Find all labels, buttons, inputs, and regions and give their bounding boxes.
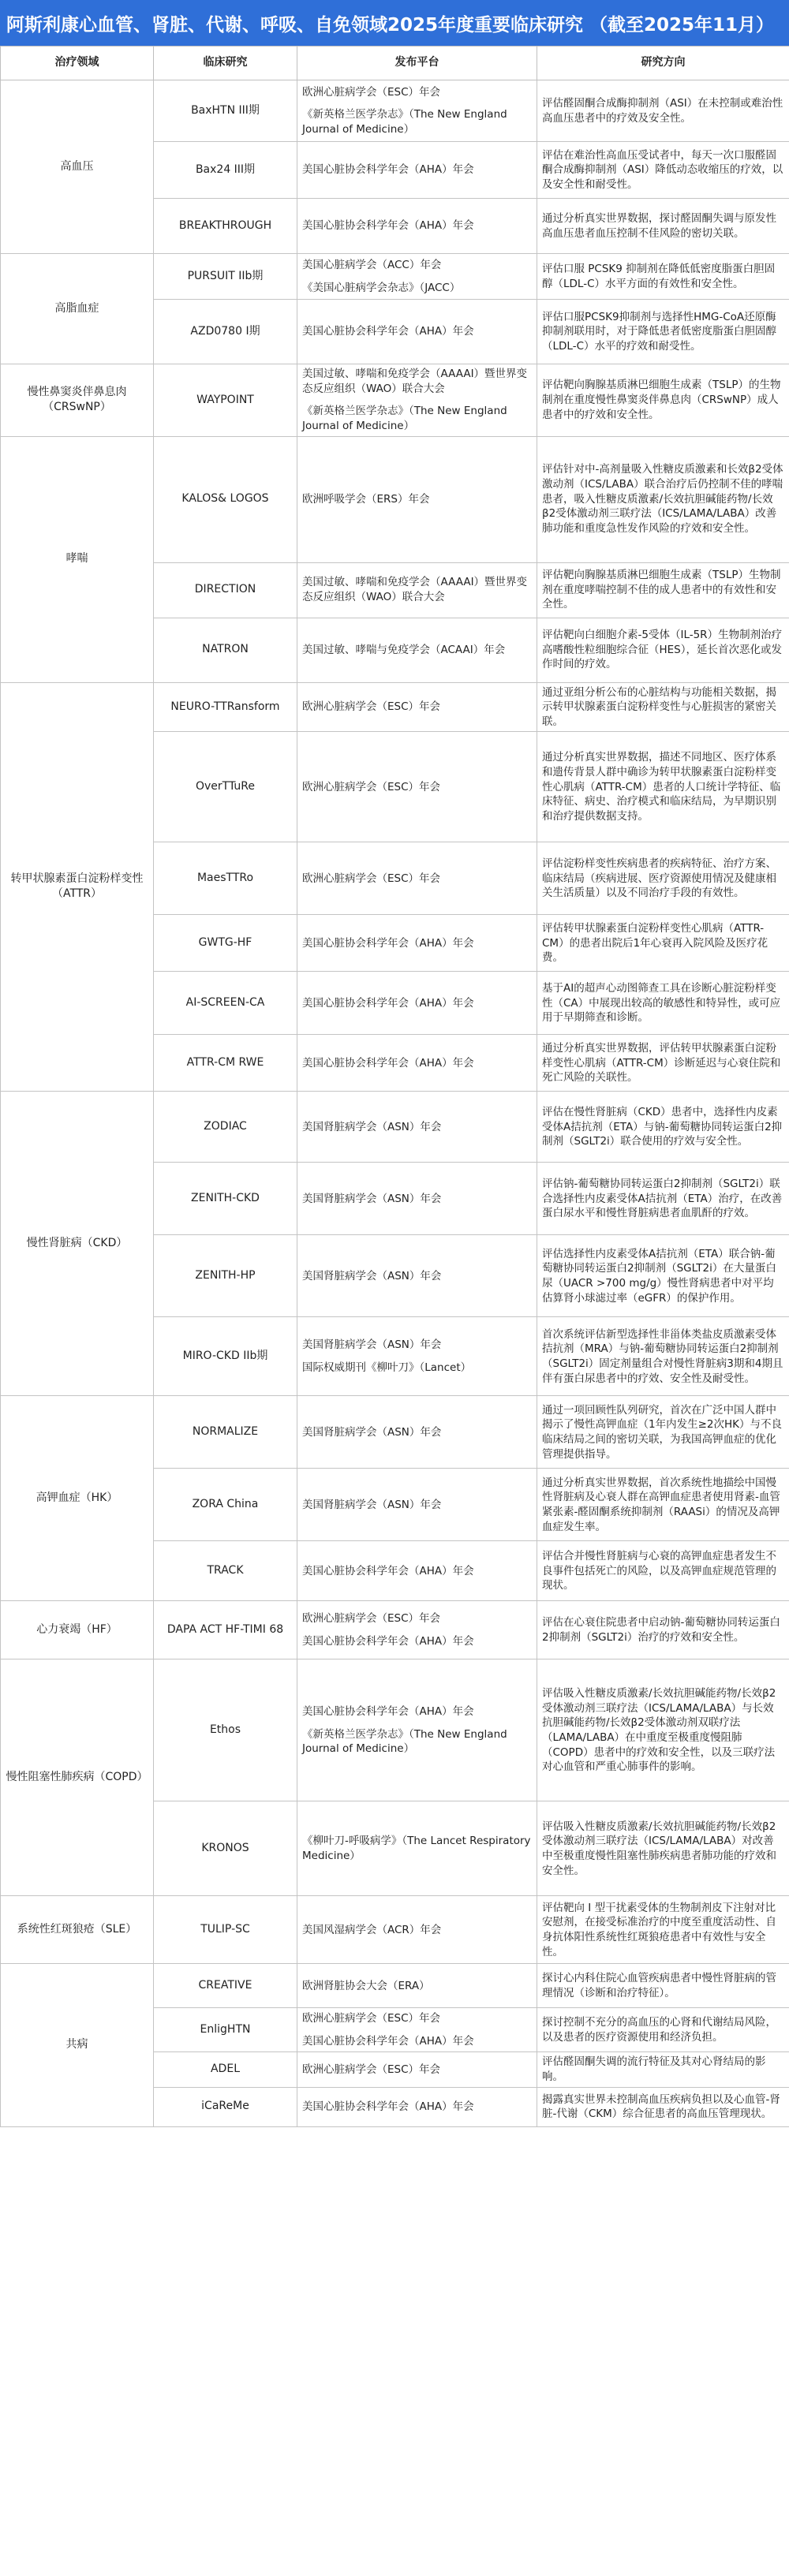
therapy-area-cell: 哮喘 — [1, 436, 154, 682]
platform-name: 美国心脏协会科学年会（AHA）年会 — [302, 996, 474, 1010]
platform-name: 美国心脏协会科学年会（AHA）年会 — [302, 219, 474, 233]
platform-gap — [302, 1719, 532, 1727]
platform-gap — [302, 1353, 532, 1361]
research-direction-cell: 评估针对中-高剂量吸入性糖皮质激素和长效β2受体激动剂（ICS/LABA）联合治疗后仍控制不佳的哮喘患者，吸入性糖皮质激素/长效抗胆碱能药物/长效β2受体激动剂三联疗法（ICS/LAMA/LABA）改善肺功能和重度急性发作风险的疗效和安全性。 — [537, 436, 789, 562]
study-name-cell: WAYPOINT — [154, 364, 297, 437]
platform-name: 美国心脏协会科学年会（AHA）年会 — [302, 1564, 474, 1577]
study-name-cell: TRACK — [154, 1541, 297, 1601]
platform-cell — [297, 2052, 537, 2087]
research-direction-cell: 评估吸入性糖皮质激素/长效抗胆碱能药物/长效β2受体激动剂三联疗法（ICS/LAMA/LABA）与长效抗胆碱能药物/长效β2受体激动剂双联疗法（LAMA/LABA）在中重度至极重度慢阻肺（COPD）患者中的疗效和安全性，以及三联疗法对心血管和严重心肺事件的影响。 — [537, 1659, 789, 1801]
research-direction-cell: 基于AI的超声心动图筛查工具在诊断心脏淀粉样变性（CA）中展现出较高的敏感性和特异性，或可应用于早期筛查和诊断。 — [537, 972, 789, 1035]
platform-cell — [297, 1541, 537, 1601]
header-area: 治疗领域 — [1, 47, 154, 80]
study-name-cell: AI-SCREEN-CA — [154, 972, 297, 1035]
platform-cell — [297, 618, 537, 682]
platform-cell — [297, 682, 537, 732]
study-name-cell: BaxHTN III期 — [154, 80, 297, 142]
research-direction-cell: 探讨心内科住院心血管疾病患者中慢性肾脏病的管理情况（诊断和治疗特征）。 — [537, 1964, 789, 2008]
platform-name: 美国肾脏病学会（ASN）年会 — [302, 1269, 442, 1282]
study-name-cell: NORMALIZE — [154, 1396, 297, 1469]
table-row — [1, 364, 789, 437]
study-name-cell: ZODIAC — [154, 1092, 297, 1163]
study-name-cell: OverTTuRe — [154, 732, 297, 842]
study-name-cell: GWTG-HF — [154, 915, 297, 972]
study-name-cell: ZORA China — [154, 1469, 297, 1541]
research-direction-cell: 揭露真实世界未控制高血压疾病负担以及心血管-肾脏-代谢（CKM）综合征患者的高血压管理现状。 — [537, 2087, 789, 2126]
platform-cell — [297, 1092, 537, 1163]
research-direction-cell: 探讨控制不充分的高血压的心肾和代谢结局风险，以及患者的医疗资源使用和经济负担。 — [537, 2008, 789, 2052]
platform-name: 《新英格兰医学杂志》（The New England Journal of Medicine） — [302, 1727, 507, 1756]
platform-name: 美国肾脏病学会（ASN）年会 — [302, 1338, 442, 1352]
study-name-cell: ATTR-CM RWE — [154, 1035, 297, 1092]
study-name-cell: iCaReMe — [154, 2087, 297, 2126]
platform-cell — [297, 1964, 537, 2008]
therapy-area-cell: 系统性红斑狼疮（SLE） — [1, 1896, 154, 1964]
platform-cell — [297, 1659, 537, 1801]
platform-name: 美国过敏、哮喘和免疫学会（AAAAI）暨世界变态反应组织（WAO）联合大会 — [302, 368, 528, 395]
research-direction-cell: 评估吸入性糖皮质激素/长效抗胆碱能药物/长效β2受体激动剂三联疗法（ICS/LAMA/LABA）对改善中至极重度慢性阻塞性肺疾病患者肺功能的疗效和安全性。 — [537, 1801, 789, 1896]
platform-cell — [297, 1801, 537, 1896]
table-row — [1, 1659, 789, 1801]
table-row — [1, 254, 789, 300]
platform-cell — [297, 1163, 537, 1235]
platform-name: 美国肾脏病学会（ASN）年会 — [302, 1192, 442, 1205]
platform-cell — [297, 199, 537, 254]
platform-name: 美国肾脏病学会（ASN）年会 — [302, 1425, 442, 1439]
platform-name: 美国心脏协会科学年会（AHA）年会 — [302, 1634, 474, 1648]
platform-name: 美国心脏协会科学年会（AHA）年会 — [302, 936, 474, 950]
platform-cell — [297, 300, 537, 364]
platform-cell — [297, 842, 537, 915]
header-study: 临床研究 — [154, 47, 297, 80]
platform-name: 美国心脏病学会（ACC）年会 — [302, 258, 442, 271]
table-row — [1, 1092, 789, 1163]
platform-cell — [297, 364, 537, 437]
platform-name: 欧洲肾脏协会大会（ERA） — [302, 1979, 430, 1992]
study-name-cell: AZD0780 I期 — [154, 300, 297, 364]
study-name-cell: TULIP-SC — [154, 1896, 297, 1964]
study-name-cell: MaesTTRo — [154, 842, 297, 915]
platform-name: 美国风湿病学会（ACR）年会 — [302, 1923, 442, 1936]
platform-cell — [297, 2087, 537, 2126]
research-direction-cell: 评估口服PCSK9抑制剂与选择性HMG-CoA还原酶抑制剂联用时，对于降低患者低密度脂蛋白胆固醇（LDL-C）水平的疗效和耐受性。 — [537, 300, 789, 364]
platform-name: 《新英格兰医学杂志》（The New England Journal of Medicine） — [302, 405, 507, 432]
research-direction-cell: 评估淀粉样变性疾病患者的疾病特征、治疗方案、临床结局（疾病进展、医疗资源使用情况及健康相关生活质量）以及不同治疗手段的有效性。 — [537, 842, 789, 915]
therapy-area-cell: 高钾血症（HK） — [1, 1396, 154, 1601]
platform-cell — [297, 80, 537, 142]
platform-cell — [297, 1396, 537, 1469]
therapy-area-cell: 共病 — [1, 1964, 154, 2126]
therapy-area-cell: 慢性肾脏病（CKD） — [1, 1092, 154, 1396]
study-name-cell: MIRO-CKD IIb期 — [154, 1317, 297, 1396]
research-direction-cell: 评估靶向白细胞介素-5受体（IL-5R）生物制剂治疗高嗜酸性粒细胞综合征（HES），延长首次恶化或发作时间的疗效。 — [537, 618, 789, 682]
study-name-cell: KRONOS — [154, 1801, 297, 1896]
platform-cell — [297, 1601, 537, 1659]
therapy-area-cell: 慢性阻塞性肺疾病（COPD） — [1, 1659, 154, 1896]
research-direction-cell: 评估醛固酮失调的流行特征及其对心肾结局的影响。 — [537, 2052, 789, 2087]
research-direction-cell: 评估靶向 I 型干扰素受体的生物制剂皮下注射对比安慰剂，在接受标准治疗的中度至重度活动性、自身抗体阳性系统性红斑狼疮患者中有效性与安全性。 — [537, 1896, 789, 1964]
platform-name: 《柳叶刀-呼吸病学》（The Lancet Respiratory Medicine） — [302, 1835, 531, 1862]
table-row — [1, 1396, 789, 1469]
platform-cell — [297, 915, 537, 972]
platform-name: 欧洲心脏病学会（ESC）年会 — [302, 1612, 441, 1626]
therapy-area-cell: 转甲状腺素蛋白淀粉样变性（ATTR） — [1, 682, 154, 1092]
therapy-area-cell: 慢性鼻窦炎伴鼻息肉（CRSwNP） — [1, 364, 154, 437]
platform-name: 国际权威期刊《柳叶刀》（Lancet） — [302, 1361, 472, 1374]
research-direction-cell: 通过分析真实世界数据，描述不同地区、医疗体系和遗传背景人群中确诊为转甲状腺素蛋白淀粉样变性心肌病（ATTR-CM）患者的人口统计学特征、临床特征、病史、治疗模式和临床结局，为早期识别和治疗提供数据支持。 — [537, 732, 789, 842]
research-direction-cell: 评估在慢性肾脏病（CKD）患者中，选择性内皮素受体A拮抗剂（ETA）与钠-葡萄糖协同转运蛋白2抑制剂（SGLT2i）联合使用的疗效与安全性。 — [537, 1092, 789, 1163]
therapy-area-cell: 心力衰竭（HF） — [1, 1601, 154, 1659]
study-name-cell: Ethos — [154, 1659, 297, 1801]
platform-gap — [302, 396, 532, 404]
clinical-studies-table — [0, 46, 789, 2127]
platform-name: 美国心脏协会科学年会（AHA）年会 — [302, 2100, 474, 2113]
research-direction-cell: 首次系统评估新型选择性非甾体类盐皮质激素受体拮抗剂（MRA）与钠-葡萄糖协同转运蛋白2抑制剂（SGLT2i）固定剂量组合对慢性肾脏病3期和4期且伴有蛋白尿患者中的疗效、安全性及耐受性。 — [537, 1317, 789, 1396]
table-body — [1, 80, 789, 2127]
platform-cell — [297, 732, 537, 842]
platform-gap — [302, 1626, 532, 1634]
platform-name: 美国心脏协会科学年会（AHA）年会 — [302, 325, 474, 338]
platform-cell — [297, 1896, 537, 1964]
platform-name: 欧洲呼吸学会（ERS）年会 — [302, 492, 430, 506]
platform-name: 《新英格兰医学杂志》（The New England Journal of Medicine） — [302, 108, 507, 136]
study-name-cell: NATRON — [154, 618, 297, 682]
study-name-cell: ZENITH-HP — [154, 1235, 297, 1317]
platform-name: 美国过敏、哮喘和免疫学会（AAAAI）暨世界变态反应组织（WAO）联合大会 — [302, 576, 528, 603]
platform-name: 美国过敏、哮喘与免疫学会（ACAAI）年会 — [302, 643, 506, 656]
study-name-cell: NEURO-TTRansform — [154, 682, 297, 732]
platform-gap — [302, 273, 532, 281]
platform-cell — [297, 2008, 537, 2052]
research-direction-cell: 评估在难治性高血压受试者中，每天一次口服醛固酮合成酶抑制剂（ASI）降低动态收缩压的疗效，以及安全性和耐受性。 — [537, 142, 789, 199]
table-row — [1, 436, 789, 562]
platform-name: 欧洲心脏病学会（ESC）年会 — [302, 872, 441, 885]
table-row — [1, 682, 789, 732]
research-direction-cell: 通过分析真实世界数据，评估转甲状腺素蛋白淀粉样变性心肌病（ATTR-CM）诊断延迟与心衰住院和死亡风险的关联性。 — [537, 1035, 789, 1092]
research-direction-cell: 评估钠-葡萄糖协同转运蛋白2抑制剂（SGLT2i）联合选择性内皮素受体A拮抗剂（ETA）治疗，在改善蛋白尿水平和慢性肾脏病患者血肌酐的疗效。 — [537, 1163, 789, 1235]
platform-name: 美国肾脏病学会（ASN）年会 — [302, 1498, 442, 1511]
platform-name: 美国心脏协会科学年会（AHA）年会 — [302, 163, 474, 177]
research-direction-cell: 评估靶向胸腺基质淋巴细胞生成素（TSLP）生物制剂在重度哮喘控制不佳的成人患者中的有效性和安全性。 — [537, 562, 789, 618]
therapy-area-cell: 高血压 — [1, 80, 154, 254]
platform-cell — [297, 254, 537, 300]
platform-name: 美国心脏协会科学年会（AHA）年会 — [302, 2034, 474, 2048]
platform-name: 欧洲心脏病学会（ESC）年会 — [302, 2063, 441, 2076]
therapy-area-cell: 高脂血症 — [1, 254, 154, 364]
platform-name: 美国肾脏病学会（ASN）年会 — [302, 1120, 442, 1133]
platform-name: 《美国心脏病学会杂志》（JACC） — [302, 281, 461, 294]
platform-cell — [297, 1035, 537, 1092]
table-row — [1, 1601, 789, 1659]
platform-cell — [297, 972, 537, 1035]
research-direction-cell: 评估在心衰住院患者中启动钠-葡萄糖协同转运蛋白2抑制剂（SGLT2i）治疗的疗效和安全性。 — [537, 1601, 789, 1659]
research-direction-cell: 评估醛固酮合成酶抑制剂（ASI）在未控制或难治性高血压患者中的疗效及安全性。 — [537, 80, 789, 142]
platform-name: 欧洲心脏病学会（ESC）年会 — [302, 85, 441, 99]
table-row — [1, 1896, 789, 1964]
platform-cell — [297, 1235, 537, 1317]
header-row — [1, 47, 789, 80]
study-name-cell: EnligHTN — [154, 2008, 297, 2052]
research-direction-cell: 评估合并慢性肾脏病与心衰的高钾血症患者发生不良事件包括死亡的风险，以及高钾血症规范管理的现状。 — [537, 1541, 789, 1601]
research-direction-cell: 通过亚组分析公布的心脏结构与功能相关数据，揭示转甲状腺素蛋白淀粉样变性与心脏损害的紧密关联。 — [537, 682, 789, 732]
research-direction-cell: 通过分析真实世界数据，探讨醛固酮失调与原发性高血压患者血压控制不佳风险的密切关联。 — [537, 199, 789, 254]
study-name-cell: ADEL — [154, 2052, 297, 2087]
study-name-cell: ZENITH-CKD — [154, 1163, 297, 1235]
research-direction-cell: 通过分析真实世界数据，首次系统性地描绘中国慢性肾脏病及心衰人群在高钾血症患者使用肾素-血管紧张素-醛固酮系统抑制剂（RAASi）的情况及高钾血症发生率。 — [537, 1469, 789, 1541]
research-direction-cell: 评估口服 PCSK9 抑制剂在降低低密度脂蛋白胆固醇（LDL-C）水平方面的有效性和安全性。 — [537, 254, 789, 300]
research-direction-cell: 评估选择性内皮素受体A拮抗剂（ETA）联合钠-葡萄糖协同转运蛋白2抑制剂（SGLT2i）在大量蛋白尿（UACR >700 mg/g）慢性肾病患者中对平均估算肾小球滤过率（eGFR）的保护作用。 — [537, 1235, 789, 1317]
platform-name: 美国心脏协会科学年会（AHA）年会 — [302, 1704, 474, 1718]
research-direction-cell: 评估转甲状腺素蛋白淀粉样变性心肌病（ATTR-CM）的患者出院后1年心衰再入院风险及医疗花费。 — [537, 915, 789, 972]
platform-cell — [297, 1469, 537, 1541]
header-platform: 发布平台 — [297, 47, 537, 80]
platform-gap — [302, 99, 532, 107]
table-row — [1, 1964, 789, 2008]
study-name-cell: BREAKTHROUGH — [154, 199, 297, 254]
page-title: 阿斯利康心血管、肾脏、代谢、呼吸、自免领域2025年度重要临床研究 （截至2025年11月） — [0, 0, 789, 46]
study-name-cell: PURSUIT IIb期 — [154, 254, 297, 300]
study-name-cell: CREATIVE — [154, 1964, 297, 2008]
platform-name: 欧洲心脏病学会（ESC）年会 — [302, 780, 441, 793]
platform-cell — [297, 1317, 537, 1396]
research-direction-cell: 通过一项回顾性队列研究，首次在广泛中国人群中揭示了慢性高钾血症（1年内发生≥2次HK）与不良临床结局之间的密切关联，为我国高钾血症的优化管理提供指导。 — [537, 1396, 789, 1469]
header-direction: 研究方向 — [537, 47, 789, 80]
platform-name: 欧洲心脏病学会（ESC）年会 — [302, 2012, 441, 2025]
study-name-cell: KALOS& LOGOS — [154, 436, 297, 562]
platform-cell — [297, 436, 537, 562]
platform-cell — [297, 142, 537, 199]
study-name-cell: DAPA ACT HF-TIMI 68 — [154, 1601, 297, 1659]
platform-cell — [297, 562, 537, 618]
study-name-cell: Bax24 III期 — [154, 142, 297, 199]
table-row — [1, 80, 789, 142]
platform-name: 欧洲心脏病学会（ESC）年会 — [302, 700, 441, 714]
study-name-cell: DIRECTION — [154, 562, 297, 618]
research-direction-cell: 评估靶向胸腺基质淋巴细胞生成素（TSLP）的生物制剂在重度慢性鼻窦炎伴鼻息肉（CRSwNP）成人患者中的疗效和安全性。 — [537, 364, 789, 437]
platform-name: 美国心脏协会科学年会（AHA）年会 — [302, 1056, 474, 1070]
platform-gap — [302, 2026, 532, 2034]
